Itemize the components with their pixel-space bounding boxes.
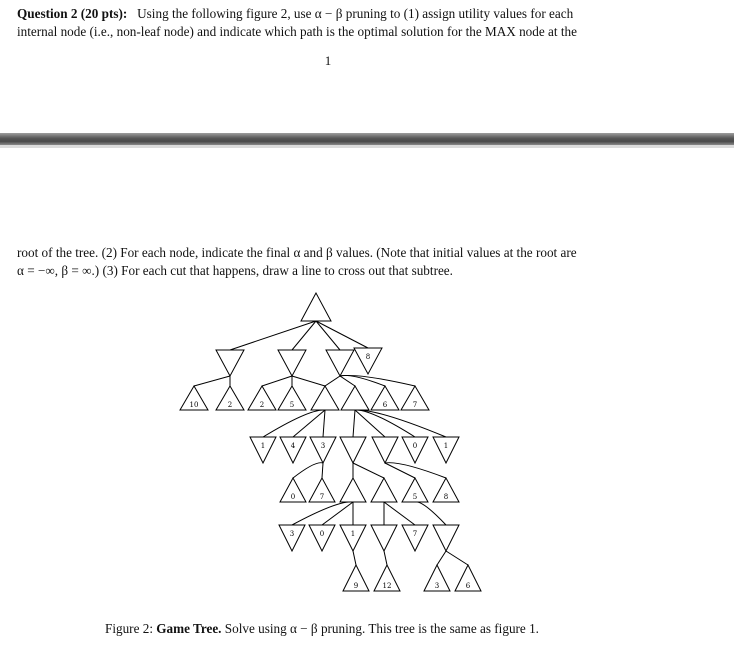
min-node-triangle [433, 437, 459, 463]
min-node-triangle [354, 348, 382, 374]
min-node-triangle [309, 525, 335, 551]
leaf-value-label: 3 [320, 442, 326, 450]
tree-edge [230, 321, 316, 350]
tree-edge [316, 321, 368, 348]
leaf-value-label: 0 [412, 442, 418, 450]
leaf-value-label: 1 [260, 442, 266, 450]
leaf-value-label: 7 [412, 530, 418, 538]
question-heading: Question 2 (20 pts): [17, 6, 128, 21]
min-node-triangle [433, 525, 459, 551]
leaf-value-label: 9 [353, 582, 359, 590]
tree-edge [262, 376, 292, 386]
tree-edge [353, 463, 384, 478]
tree-edge [322, 502, 353, 525]
max-node-triangle [311, 386, 339, 410]
tree-nodes [180, 293, 481, 591]
tree-edge [293, 463, 323, 478]
tree-edge [446, 551, 468, 565]
min-node-triangle [340, 525, 366, 551]
question-line-4: α = −∞, β = ∞.) (3) For each cut that happens, draw a line to cross out that subtree. [17, 263, 453, 278]
leaf-value-label: 8 [365, 353, 371, 361]
page-number: 1 [324, 53, 332, 68]
max-node-triangle [340, 478, 366, 502]
min-node-triangle [402, 437, 428, 463]
leaf-value-label: 8 [443, 493, 449, 501]
leaf-value-label: 2 [227, 401, 233, 409]
leaf-value-label: 2 [259, 401, 265, 409]
figure-caption [105, 621, 539, 637]
leaf-value-label: 7 [319, 493, 325, 501]
tree-edge [340, 376, 355, 386]
tree-edge [322, 463, 323, 478]
question-line-1-text: Using the following figure 2, use α − β pruning to (1) assign utility values for each [137, 6, 574, 21]
leaf-value-label: 5 [412, 493, 418, 501]
question-line-2: internal node (i.e., non-leaf node) and indicate which path is the optimal solution for the MAX node at the [17, 24, 577, 39]
leaf-value-label: 6 [382, 401, 388, 409]
min-node-triangle [340, 437, 366, 463]
question-line-3: root of the tree. (2) For each node, indicate the final α and β values. (Note that initial values at the root are [17, 245, 577, 260]
tree-edge [353, 551, 356, 565]
min-node-triangle [279, 525, 305, 551]
tree-edge [325, 376, 340, 386]
min-node-triangle [372, 437, 398, 463]
min-node-triangle [371, 525, 397, 551]
caption-text: Solve using α − β pruning. This tree is the same as figure 1. [224, 621, 539, 636]
tree-edge [292, 502, 353, 525]
leaf-value-label: 3 [434, 582, 440, 590]
max-node-triangle [341, 386, 369, 410]
tree-edge [355, 410, 446, 437]
leaf-value-label: 0 [290, 493, 296, 501]
leaf-value-label: 10 [189, 401, 199, 409]
tree-edge [292, 376, 325, 386]
tree-edge [263, 410, 325, 437]
leaf-value-label: 5 [289, 401, 295, 409]
leaf-value-label: 12 [382, 582, 392, 590]
tree-edge [385, 463, 446, 478]
leaf-value-label: 1 [350, 530, 356, 538]
tree-edge [384, 502, 415, 525]
max-node-triangle [301, 293, 331, 321]
min-node-triangle [402, 525, 428, 551]
min-node-triangle [250, 437, 276, 463]
tree-edge [340, 375, 415, 386]
tree-edge [385, 463, 415, 478]
tree-edge [194, 376, 230, 386]
leaf-value-label: 4 [290, 442, 296, 450]
tree-edge [293, 410, 325, 437]
leaf-value-label: 6 [465, 582, 471, 590]
max-node-triangle [371, 478, 397, 502]
leaf-value-label: 3 [289, 530, 295, 538]
tree-edge [355, 410, 415, 437]
min-node-triangle [216, 350, 244, 376]
leaf-value-label: 1 [443, 442, 449, 450]
caption-title: Game Tree. [156, 621, 222, 636]
leaf-value-label: 7 [412, 401, 418, 409]
tree-edge [437, 551, 446, 565]
min-node-triangle [278, 350, 306, 376]
min-node-triangle [326, 350, 354, 376]
tree-edge [353, 410, 355, 437]
leaf-value-label: 0 [319, 530, 325, 538]
tree-edge [316, 321, 340, 350]
tree-edge [415, 502, 446, 525]
min-node-triangle [280, 437, 306, 463]
caption-prefix: Figure 2: [105, 621, 153, 636]
tree-edge [384, 551, 387, 565]
min-node-triangle [310, 437, 336, 463]
tree-edge [323, 410, 325, 437]
